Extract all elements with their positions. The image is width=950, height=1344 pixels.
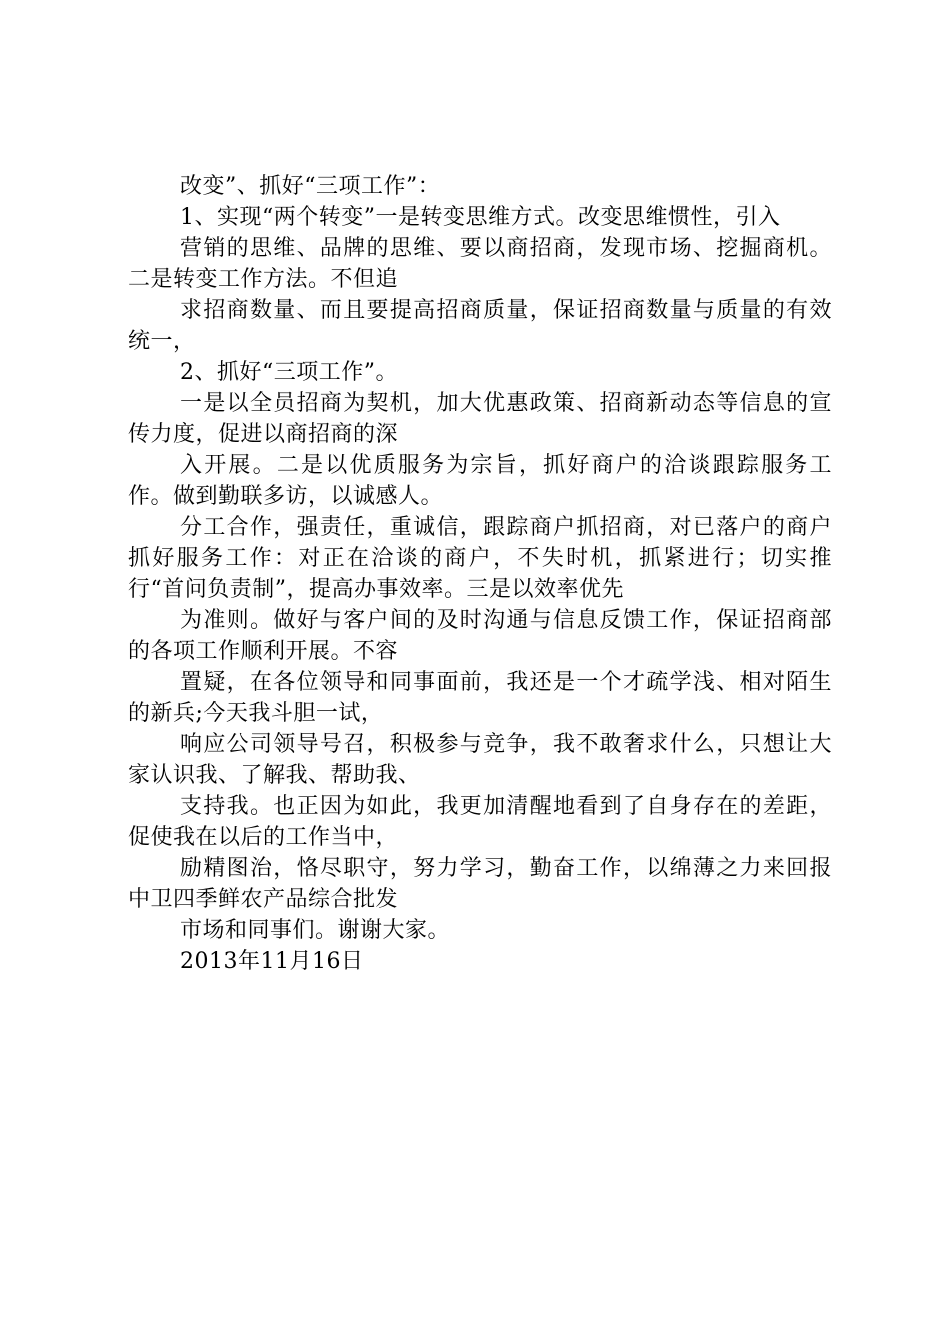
paragraph-5: 2、抓好“三项工作”。 <box>180 360 398 385</box>
paragraph-1: 改变”、抓好“三项工作”： <box>180 174 441 199</box>
paragraph-6: 一是以全员招商为契机，加大优惠政策、招商新动态等信息的宣传力度，促进以商招商的深 <box>128 391 832 447</box>
paragraph-11: 响应公司领导号召，积极参与竞争，我不敢奢求什么，只想让大家认识我、了解我、帮助我、 <box>128 732 832 788</box>
paragraph-12: 支持我。也正因为如此，我更加清醒地看到了自身存在的差距，促使我在以后的工作当中， <box>128 794 832 850</box>
paragraph-14: 市场和同事们。谢谢大家。 <box>180 918 451 943</box>
paragraph-4: 求招商数量、而且要提高招商质量，保证招商数量与质量的有效统一， <box>128 298 832 354</box>
document-date: 2013年11月16日 <box>180 949 364 974</box>
paragraph-3: 营销的思维、品牌的思维、要以商招商，发现市场、挖掘商机。二是转变工作方法。不但追 <box>128 236 832 292</box>
paragraph-8: 分工合作，强责任，重诚信，跟踪商户抓招商，对已落户的商户抓好服务工作：对正在洽谈的商户，不失时机，抓紧进行；切实推行“首问负责制”，提高办事效率。三是以效率优先 <box>128 515 832 602</box>
paragraph-9: 为准则。做好与客户间的及时沟通与信息反馈工作，保证招商部的各项工作顺利开展。不容 <box>128 608 832 664</box>
paragraph-13: 励精图治，恪尽职守，努力学习，勤奋工作，以绵薄之力来回报中卫四季鲜农产品综合批发 <box>128 856 832 912</box>
paragraph-10: 置疑，在各位领导和同事面前，我还是一个才疏学浅、相对陌生的新兵;今天我斗胆一试， <box>128 670 832 726</box>
document-body <box>128 171 832 977</box>
paragraph-7: 入开展。二是以优质服务为宗旨，抓好商户的洽谈跟踪服务工作。做到勤联多访，以诚感人。 <box>128 453 832 509</box>
paragraph-2: 1、实现“两个转变”一是转变思维方式。改变思维惯性，引入 <box>180 205 781 230</box>
